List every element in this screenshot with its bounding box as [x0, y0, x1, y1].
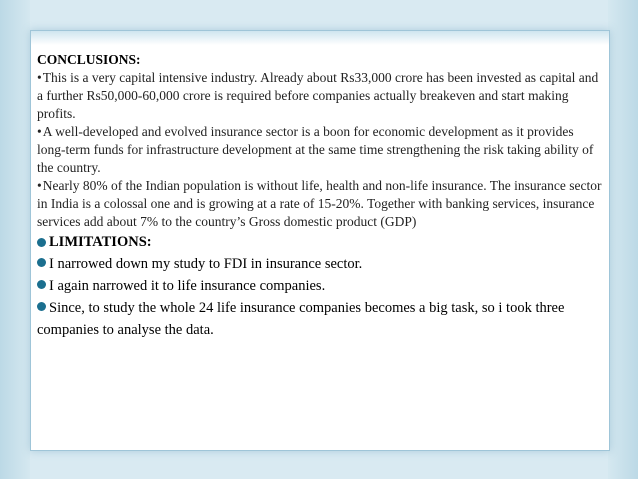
bullet-icon: [37, 238, 46, 247]
bullet-dot: •: [37, 70, 42, 85]
slide: [30, 30, 610, 451]
background-left-band: [0, 0, 30, 479]
limitation-item: [37, 253, 603, 275]
bullet-dot: •: [37, 178, 42, 193]
bullet-icon: [37, 280, 46, 289]
limitations-heading: LIMITATIONS:: [49, 234, 152, 250]
bullet-icon: [37, 302, 46, 311]
limitation-item: [37, 297, 603, 341]
conclusion-text: This is a very capital intensive industry. Already about Rs33,000 crore has been invested as capital and a further Rs50,000-60,000 crore is required before companies actually breakeven and start making profits.: [37, 70, 599, 121]
slide-top-band: [31, 31, 609, 45]
conclusion-text: Nearly 80% of the Indian population is without life, health and non-life insurance. The insurance sector in India is a colossal one and is growing at a rate of 15-20%. Together with banking services, insurance services add about 7% to the country’s Gross domestic product (GDP): [37, 178, 602, 229]
conclusion-point: [37, 69, 603, 123]
conclusion-point: [37, 123, 603, 177]
limitation-item: [37, 275, 603, 297]
slide-content: [37, 51, 603, 341]
limitations-heading-row: [37, 231, 603, 253]
bullet-dot: •: [37, 124, 42, 139]
limitation-text: I narrowed down my study to FDI in insurance sector.: [49, 256, 363, 272]
background-right-band: [608, 0, 638, 479]
conclusions-heading: CONCLUSIONS:: [37, 52, 141, 67]
bullet-icon: [37, 258, 46, 267]
limitation-text: I again narrowed it to life insurance companies.: [49, 278, 326, 294]
conclusion-point: [37, 177, 603, 231]
limitation-text: Since, to study the whole 24 life insurance companies becomes a big task, so i took three companies to analyse the data.: [37, 300, 565, 338]
conclusion-text: A well-developed and evolved insurance sector is a boon for economic development as it provides long-term funds for infrastructure development at the same time strengthening the risk taking ability of the country.: [37, 124, 594, 175]
